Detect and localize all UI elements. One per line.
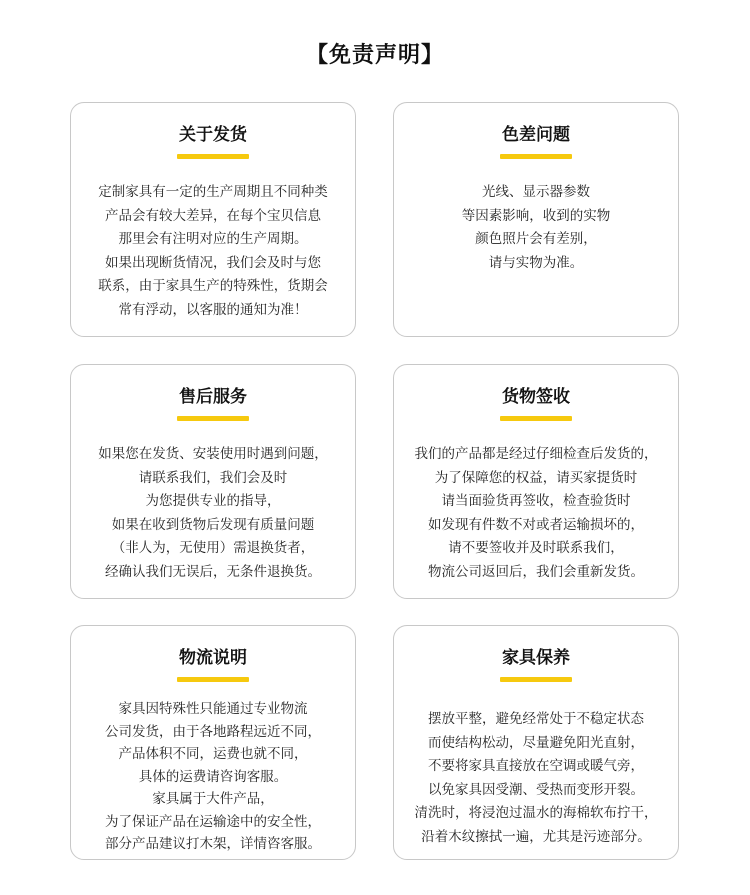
card-text-line: 我们的产品都是经过仔细检查后发货的， <box>414 446 658 462</box>
card-text-line: 部分产品建议打木架，详情咨客服。 <box>105 836 321 852</box>
card-text-line: 请不要签收并及时联系我们， <box>448 540 624 556</box>
card-body <box>394 181 678 275</box>
card-text-line: 如果出现断货情况，我们会及时与您 <box>105 254 321 271</box>
card-logistics <box>70 625 356 860</box>
card-text-line: 等因素影响，收到的实物 <box>461 207 611 224</box>
page-title: 【免责声明】 <box>305 43 444 68</box>
card-text-line: （非人为，无使用）需退换货者， <box>111 540 315 556</box>
card-text-line: 颜色照片会有差别， <box>475 231 597 247</box>
card-shipping <box>70 102 356 337</box>
card-text-line: 如果在收到货物后发现有质量问题 <box>111 516 315 533</box>
card-text-line: 联系，由于家具生产的特殊性，货期会 <box>98 278 328 294</box>
card-text-line: 光线、显示器参数 <box>482 184 590 200</box>
title-underline <box>177 416 249 421</box>
card-text-line: 沿着木纹擦拭一遍，尤其是污迹部分。 <box>421 828 651 845</box>
card-title: 家具保养 <box>502 648 570 668</box>
card-text-line: 常有浮动，以客服的通知为准！ <box>118 301 308 318</box>
card-text-line: 物流公司返回后，我们会重新发货。 <box>428 563 644 580</box>
card-title: 售后服务 <box>179 387 247 407</box>
card-maintenance <box>393 625 679 860</box>
title-underline <box>500 677 572 682</box>
card-text-line: 产品体积不同，运费也就不同， <box>118 746 308 762</box>
card-text-line: 清洗时，将浸泡过温水的海棉软布拧干， <box>414 805 658 821</box>
card-receipt <box>393 364 679 599</box>
card-text-line: 不要将家具直接放在空调或暖气旁， <box>428 758 644 774</box>
card-text-line: 而使结构松动，尽量避免阳光直射， <box>428 734 644 751</box>
card-after-sales <box>70 364 356 599</box>
card-text-line: 家具属于大件产品， <box>152 791 274 807</box>
card-text-line: 为了保证产品在运输途中的安全性， <box>105 813 321 830</box>
card-body <box>71 443 355 584</box>
card-body <box>71 181 355 322</box>
title-underline <box>500 154 572 159</box>
card-text-line: 定制家具有一定的生产周期且不同种类 <box>98 184 328 200</box>
card-text-line: 产品会有较大差异，在每个宝贝信息 <box>105 207 321 224</box>
card-title: 关于发货 <box>179 125 247 145</box>
card-text-line: 那里会有注明对应的生产周期。 <box>118 231 308 247</box>
card-title: 货物签收 <box>502 387 570 407</box>
card-text-line: 为您提供专业的指导， <box>145 493 281 509</box>
card-title: 色差问题 <box>502 125 570 145</box>
card-body <box>394 443 678 584</box>
card-text-line: 家具因特殊性只能通过专业物流 <box>118 701 308 717</box>
card-title: 物流说明 <box>179 648 247 668</box>
card-body <box>394 708 678 849</box>
card-text-line: 经确认我们无误后，无条件退换货。 <box>105 563 321 580</box>
card-text-line: 如发现有件数不对或者运输损坏的， <box>428 516 644 533</box>
card-text-line: 为了保障您的权益，请买家提货时 <box>434 469 638 486</box>
card-text-line: 请与实物为准。 <box>488 254 584 271</box>
card-color-difference <box>393 102 679 337</box>
card-text-line: 摆放平整，避免经常处于不稳定状态 <box>428 711 644 727</box>
card-text-line: 如果您在发货、安装使用时遇到问题， <box>98 446 328 462</box>
card-text-line: 公司发货，由于各地路程远近不同， <box>105 723 321 740</box>
title-underline <box>177 154 249 159</box>
card-text-line: 请联系我们，我们会及时 <box>138 469 288 486</box>
card-text-line: 具体的运费请咨询客服。 <box>138 768 288 785</box>
card-body <box>71 698 355 856</box>
card-text-line: 请当面验货再签收，检查验货时 <box>441 493 631 509</box>
title-underline <box>500 416 572 421</box>
card-text-line: 以免家具因受潮、受热而变形开裂。 <box>428 781 644 798</box>
title-underline <box>177 677 249 682</box>
